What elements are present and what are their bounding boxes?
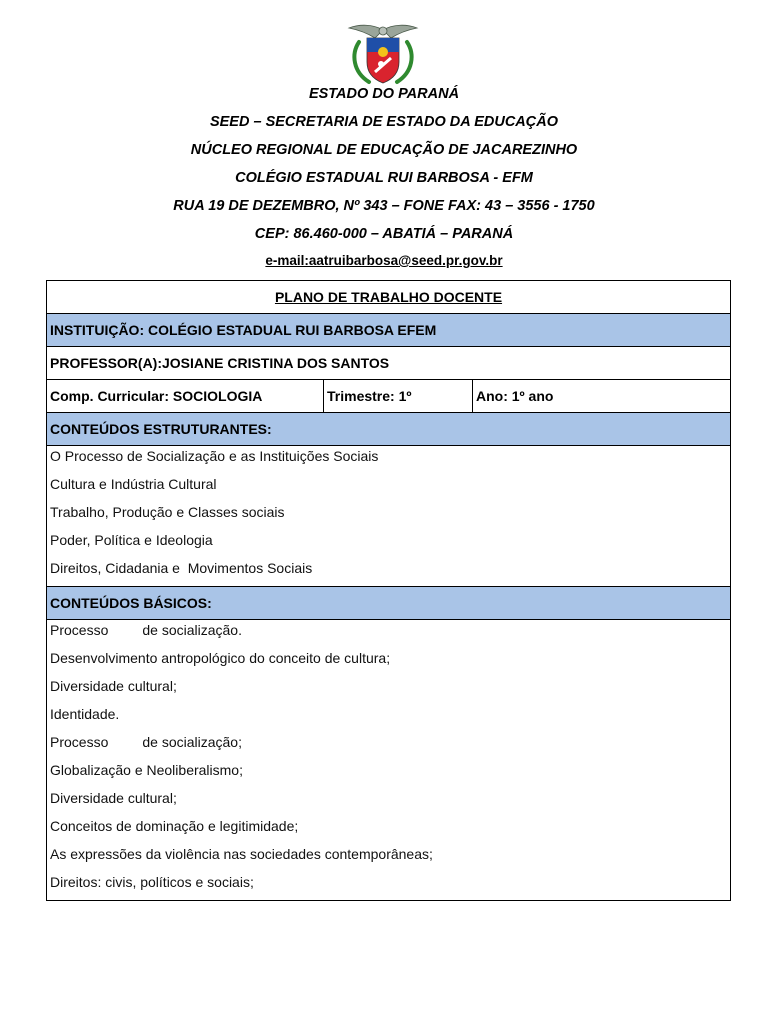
list-item: Diversidade cultural;	[50, 678, 177, 694]
list-item: Poder, Política e Ideologia	[50, 532, 213, 548]
basicos-list-row	[47, 620, 731, 901]
estruturantes-heading: CONTEÚDOS ESTRUTURANTES:	[47, 413, 731, 446]
list-item: Processo de socialização.	[50, 622, 242, 638]
basicos-heading-row	[47, 587, 731, 620]
list-item: Cultura e Indústria Cultural	[50, 476, 217, 492]
list-item: Globalização e Neoliberalismo;	[50, 762, 243, 778]
professor-row	[47, 347, 731, 380]
list-item: As expressões da violência nas sociedades contemporâneas;	[50, 846, 433, 862]
header-colegio: COLÉGIO ESTADUAL RUI BARBOSA - EFM	[235, 170, 533, 186]
letterhead	[0, 84, 768, 271]
professor-cell: PROFESSOR(A):JOSIANE CRISTINA DOS SANTOS	[47, 347, 731, 380]
ano-cell: Ano: 1º ano	[473, 380, 731, 413]
header-address: RUA 19 DE DEZEMBRO, Nº 343 – FONE FAX: 43 – 3556 - 1750	[173, 198, 595, 214]
table-title-row	[47, 281, 731, 314]
estruturantes-list-row	[47, 446, 731, 587]
header-secretaria: SEED – SECRETARIA DE ESTADO DA EDUCAÇÃO	[209, 114, 559, 130]
plano-de-trabalho-table	[46, 280, 731, 901]
header-state: ESTADO DO PARANÁ	[308, 86, 460, 102]
estruturantes-heading-row	[47, 413, 731, 446]
list-item: Diversidade cultural;	[50, 790, 177, 806]
basicos-heading: CONTEÚDOS BÁSICOS:	[47, 587, 731, 620]
list-item: O Processo de Socialização e as Instituições Sociais	[50, 448, 379, 464]
list-item: Identidade.	[50, 706, 120, 722]
trimestre-cell: Trimestre: 1º	[324, 380, 473, 413]
header-email-link[interactable]: e-mail:aatruibarbosa@seed.pr.gov.br	[265, 253, 503, 268]
instituicao-row	[47, 314, 731, 347]
list-item: Trabalho, Produção e Classes sociais	[50, 504, 285, 520]
list-item: Conceitos de dominação e legitimidade;	[50, 818, 299, 834]
list-item: Direitos: civis, políticos e sociais;	[50, 874, 254, 890]
header-cep: CEP: 86.460-000 – ABATIÁ – PARANÁ	[254, 226, 514, 242]
list-item: Direitos, Cidadania e Movimentos Sociais	[50, 560, 313, 576]
list-item: Processo de socialização;	[50, 734, 242, 750]
componente-row	[47, 380, 731, 413]
table-title: PLANO DE TRABALHO DOCENTE	[274, 289, 503, 305]
instituicao-cell: INSTITUIÇÃO: COLÉGIO ESTADUAL RUI BARBOSA EFEM	[47, 314, 731, 347]
list-item: Desenvolvimento antropológico do conceito de cultura;	[50, 650, 391, 666]
parana-coat-of-arms-icon	[345, 22, 421, 86]
header-nucleo: NÚCLEO REGIONAL DE EDUCAÇÃO DE JACAREZINHO	[190, 142, 578, 158]
comp-curricular-cell: Comp. Curricular: SOCIOLOGIA	[47, 380, 324, 413]
